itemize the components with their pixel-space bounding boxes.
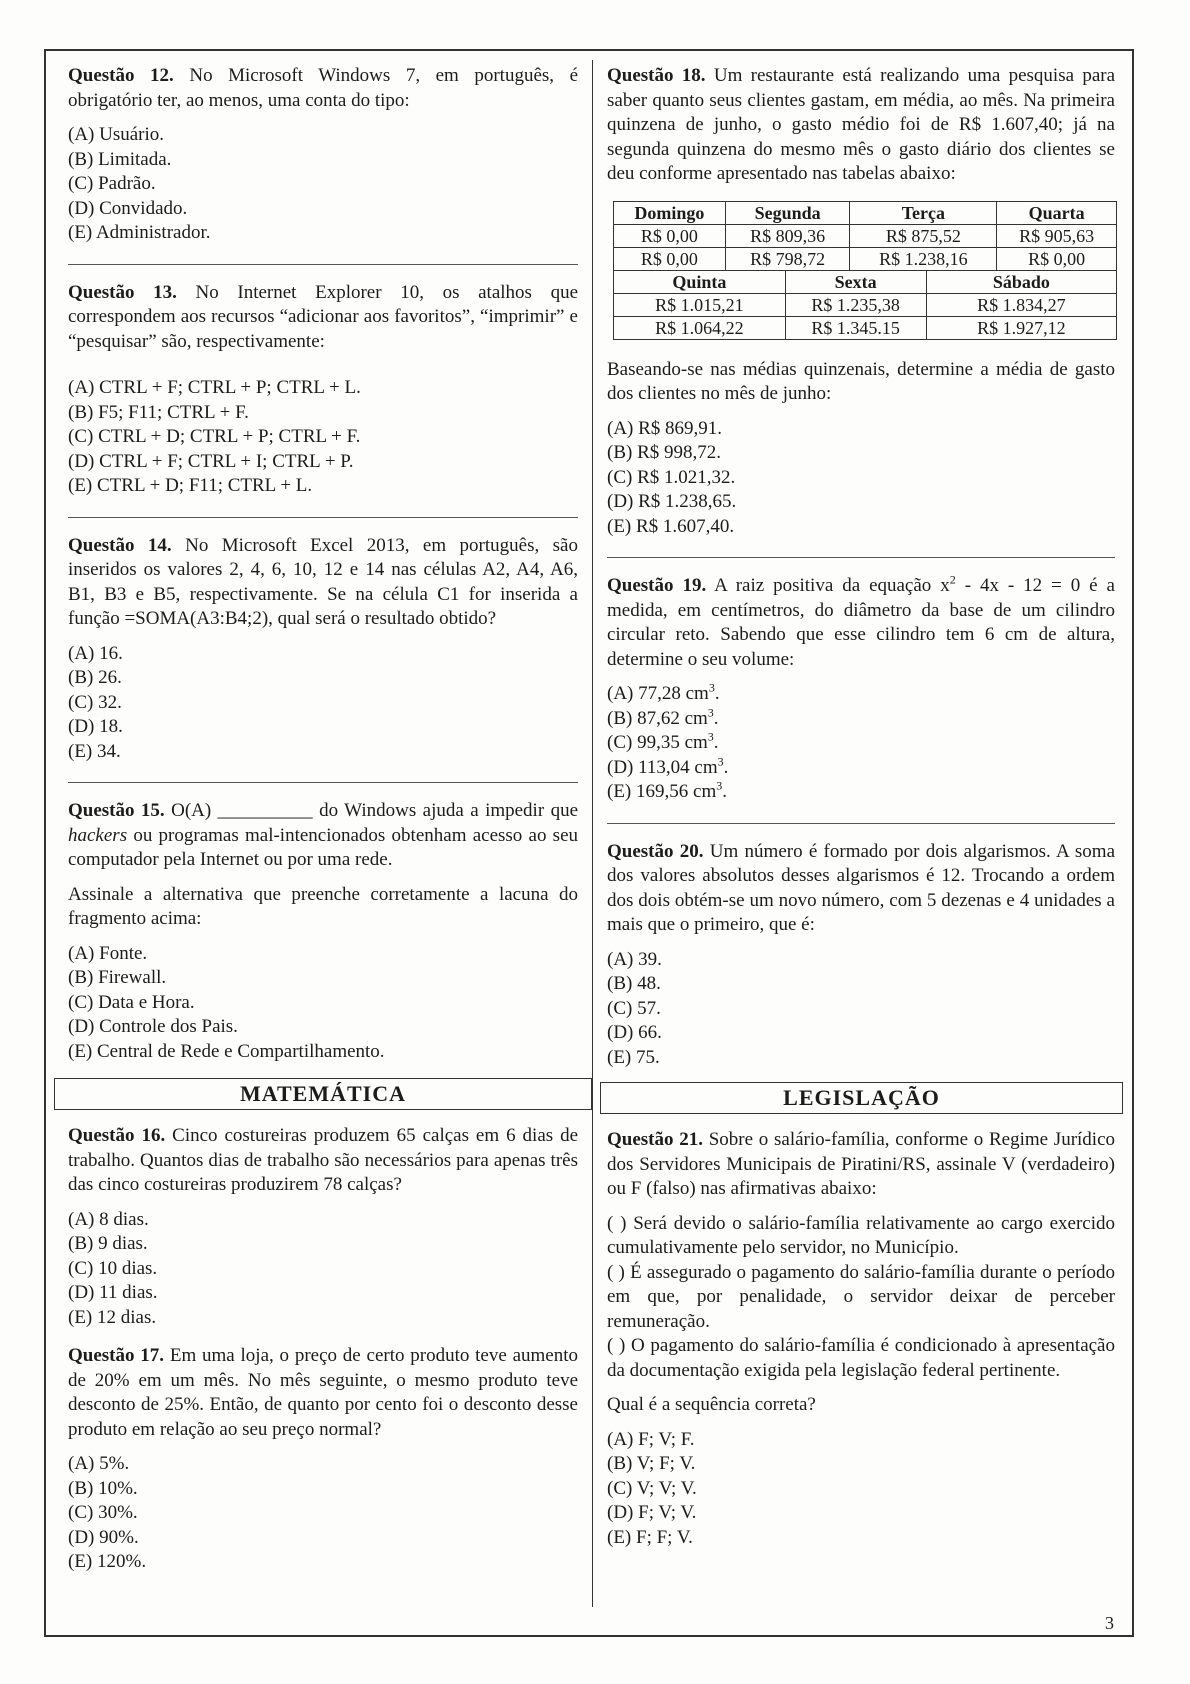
option-a: (A) 77,28 $cm^3$. [607,680,720,704]
statement-item: ( ) O pagamento do salário-família é condicionado à apresentação da documentação exigida pela legislação federal pertinente. [607,1335,1115,1381]
question-text: Um número é formado por dois algarismos. A soma dos valores absolutos desses algarismos é 12. Trocando a ordem dos dois obtém-se um novo número, com 5 dezenas e 4 unidades a mais que o primeiro, que é: [607,840,1116,935]
option-d: (D) 90%. [68,1526,139,1548]
option-b: (B) 48. [607,973,661,994]
question-14 [68,534,578,765]
option-a: (A) F; V; F. [607,1428,695,1450]
question-21 [607,1128,1115,1550]
right-column [607,64,1115,1550]
left-column [68,64,578,1575]
option-a: (A) R$ 869,91. [607,417,723,439]
option-c: (C) R$ 1.021,32. [607,466,736,488]
table-row [614,316,1117,339]
option-e: (E) R$ 1.607,40. [607,515,735,537]
question-text-emphasis: hackers [68,824,128,846]
option-e: (E) 12 dias. [68,1306,157,1328]
question-text: No Microsoft Excel 2013, em português, são inseridos os valores 2, 4, 6, 10, 12 e 14 nas células A2, A4, A6, B1, B3 e B5, respectivamente. Se na célula C1 for inserida a função =SOMA(A3:B4;2), qual será o resultado obtido? [68,534,578,629]
option-e: (E) 120%. [68,1551,147,1572]
option-d: (D) R$ 1.238,65. [607,491,737,512]
question-separator [68,782,578,783]
table-row [614,224,1117,247]
weekday-spending-table [613,201,1117,340]
options-list [68,123,578,246]
question-text: No Microsoft Windows 7, em português, é obrigatório ter, ao menos, uma conta do tipo: [68,65,579,111]
question-text-cont: - 4x - 12 = 0 é a medida, em centímetros, do diâmetro da base de um cilindro circular reto. Sabendo que esse cilindro tem 6 cm de altura, determine o seu volume: [607,575,1115,670]
question-instruction: Qual é a sequência correta? [607,1394,816,1415]
question-instruction: Assinale a alternativa que preenche corretamente a lacuna do fragmento acima: [68,883,578,929]
option-b: (B) V; F; V. [607,1453,696,1474]
option-c: (C) 57. [607,997,661,1019]
table-header-cell: Quinta [614,270,786,293]
option-c: (C) CTRL + D; CTRL + P; CTRL + F. [68,426,361,447]
options-list [607,682,1115,805]
question-12 [68,64,578,246]
options-list [68,942,578,1065]
option-e: (E) 169,56 $cm^3$. [607,778,727,802]
question-separator [607,557,1115,558]
option-e: (E) Central de Rede e Compartilhamento. [68,1040,385,1062]
option-b: (B) 87,62 $cm^3$. [607,705,719,729]
question-label: Questão 20. [607,840,704,862]
option-d: (D) 18. [68,716,123,737]
question-label: Questão 19. [607,575,707,596]
question-text-cont: ou programas mal-intencionados obtenham acesso ao seu computador pela Internet ou por uma rede. [68,824,579,870]
table-cell: R$ 905,63 [997,224,1117,247]
option-c: (C) 32. [68,691,122,713]
table-cell: R$ 1.345.15 [785,316,926,339]
question-19 [607,574,1115,805]
table-header-cell: Segunda [725,201,850,224]
option-b: (B) 26. [68,667,122,688]
option-a: (A) 8 dias. [68,1208,149,1230]
option-d: (D) CTRL + F; CTRL + I; CTRL + P. [68,450,354,472]
section-header-legislacao: LEGISLAÇÃO [600,1082,1123,1114]
options-list [68,376,578,499]
option-e: (E) 34. [68,740,121,762]
table-row [614,293,1117,316]
section-header-matematica: MATEMÁTICA [54,1078,592,1110]
question-label: Questão 12. [68,65,174,86]
table-cell: R$ 875,52 [850,224,997,247]
table-cell: R$ 1.834,27 [926,293,1116,316]
table-cell: R$ 1.238,16 [850,247,997,270]
option-e: (E) Administrador. [68,222,211,243]
question-label: Questão 13. [68,281,177,303]
table-cell: R$ 798,72 [725,247,850,270]
option-d: (D) 113,04 $cm^3$. [607,754,729,778]
option-d: (D) F; V; V. [607,1502,697,1523]
table-cell: R$ 1.235,38 [785,293,926,316]
option-b: (B) Firewall. [68,967,167,988]
table-cell: R$ 0,00 [614,247,726,270]
question-separator [68,264,578,265]
options-list [68,1452,578,1575]
option-a: (A) Fonte. [68,942,148,964]
options-list [607,417,1115,540]
question-13 [68,281,578,499]
question-20 [607,840,1115,1071]
option-b: (B) 9 dias. [68,1233,148,1254]
table-cell: R$ 1.064,22 [614,316,786,339]
table-header-cell: Terça [850,201,997,224]
option-b: (B) 10%. [68,1477,138,1499]
question-text: Sobre o salário-família, conforme o Regime Jurídico dos Servidores Municipais de Piratini/RS, assinale V (verdadeiro) ou F (falso) nas afirmativas abaixo: [607,1129,1116,1199]
option-a: (A) CTRL + F; CTRL + P; CTRL + L. [68,377,361,398]
option-b: (B) R$ 998,72. [607,442,721,463]
column-divider [592,60,593,1607]
question-label: Questão 15. [68,800,165,821]
option-d: (D) Controle dos Pais. [68,1016,238,1037]
option-c: (C) 99,35 $cm^3$. [607,729,719,753]
question-16 [68,1124,578,1330]
table-cell: R$ 0,00 [614,224,726,247]
exponent: 2 [949,572,956,587]
table-header-cell: Domingo [614,201,726,224]
table-header-row [614,270,1117,293]
table-header-cell: Quarta [997,201,1117,224]
option-c: (C) 30%. [68,1502,138,1523]
question-label: Questão 16. [68,1125,166,1146]
question-text: O(A) __________ do Windows ajuda a impedir que [171,800,579,821]
question-label: Questão 17. [68,1345,165,1366]
question-label: Questão 18. [607,65,706,86]
option-e: (E) F; F; V. [607,1526,693,1548]
question-text: Em uma loja, o preço de certo produto teve aumento de 20% em um mês. No mês seguinte, o mesmo produto teve desconto de 25%. Então, de quanto por cento foi o desconto desse produto em relação ao seu preço normal? [68,1345,579,1440]
option-a: (A) Usuário. [68,124,165,145]
question-18 [607,64,1115,539]
option-a: (A) 39. [607,948,662,970]
options-list [68,642,578,765]
statement-item: ( ) Será devido o salário-família relativamente ao cargo exercido cumulativamente pelo servidor, no Município. [607,1212,1115,1258]
question-text: A raiz positiva da equação x [714,575,950,596]
option-e: (E) 75. [607,1046,660,1068]
options-list [68,1208,578,1331]
options-list [607,1428,1115,1551]
table-header-row [614,201,1117,224]
table-cell: R$ 0,00 [997,247,1117,270]
question-text: Cinco costureiras produzem 65 calças em 6 dias de trabalho. Quantos dias de trabalho são necessários para apenas três das cinco costureiras produzirem 78 calças? [68,1125,579,1195]
page-number: 3 [1105,1613,1114,1633]
option-d: (D) Convidado. [68,197,188,219]
options-list [607,948,1115,1071]
option-e: (E) CTRL + D; F11; CTRL + L. [68,475,313,496]
option-c: (C) 10 dias. [68,1257,158,1279]
table-cell: R$ 1.015,21 [614,293,786,316]
option-d: (D) 66. [607,1022,662,1043]
option-a: (A) 16. [68,642,123,664]
question-separator [68,517,578,518]
statements-list [607,1212,1115,1384]
table-cell: R$ 809,36 [725,224,850,247]
question-17 [68,1344,578,1575]
table-row [614,247,1117,270]
table-cell: R$ 1.927,12 [926,316,1116,339]
option-b: (B) F5; F11; CTRL + F. [68,401,249,423]
question-15 [68,799,578,1064]
table-header-cell: Sábado [926,270,1116,293]
question-label: Questão 21. [607,1129,703,1150]
table-header-cell: Sexta [785,270,926,293]
question-instruction: Baseando-se nas médias quinzenais, determine a média de gasto dos clientes no mês de junho: [607,358,1115,404]
statement-item: ( ) É assegurado o pagamento do salário-família durante o período em que, por penalidade, o servidor deixar de perceber remuneração. [607,1261,1115,1332]
option-c: (C) Padrão. [68,173,156,194]
option-b: (B) Limitada. [68,148,172,170]
question-text: Um restaurante está realizando uma pesquisa para saber quanto seus clientes gastam, em média, ao mês. Na primeira quinzena de junho, o gasto médio foi de R$ 1.607,40; já na segunda quinzena do mesmo mês o gasto diário dos clientes se deu conforme apresentado nas tabelas abaixo: [607,65,1116,184]
question-separator [607,823,1115,824]
option-a: (A) 5%. [68,1453,130,1474]
option-c: (C) Data e Hora. [68,991,195,1013]
option-d: (D) 11 dias. [68,1282,158,1303]
question-text: No Internet Explorer 10, os atalhos que correspondem aos recursos “adicionar aos favoritos”, “imprimir” e “pesquisar” são, respectivamente: [68,281,579,352]
question-label: Questão 14. [68,534,172,556]
option-c: (C) V; V; V. [607,1477,697,1499]
